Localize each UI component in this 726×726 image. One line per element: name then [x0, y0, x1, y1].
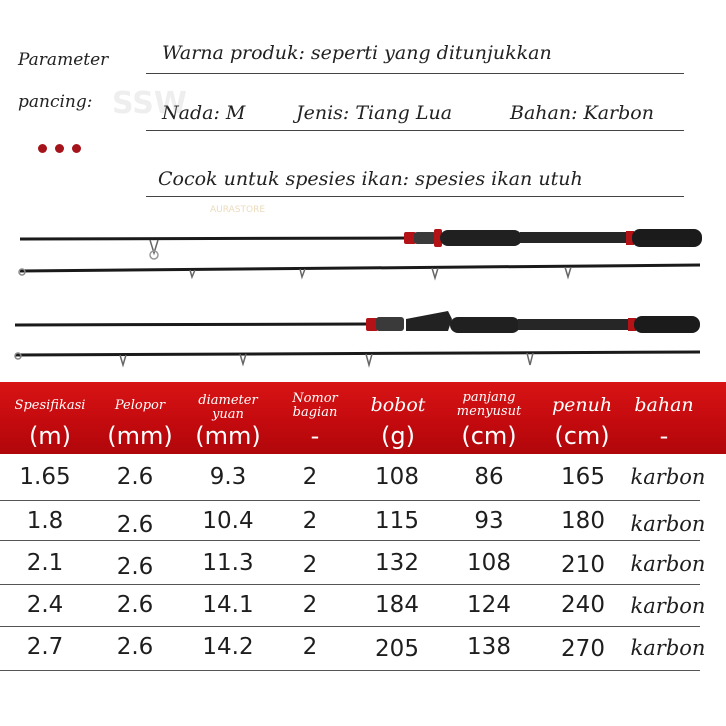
cell-bobot: 184	[375, 592, 419, 618]
row-divider	[0, 626, 700, 627]
header-label: diameter yuan	[198, 393, 258, 422]
cell-bobot: 108	[375, 464, 419, 490]
table-row	[0, 544, 726, 588]
cell-pelopor: 2.6	[116, 634, 154, 660]
cell-diameter: 9.3	[209, 464, 247, 490]
cell-bobot: 205	[375, 636, 419, 662]
divider-line	[146, 196, 684, 197]
header-penuh	[542, 382, 622, 454]
cell-nomor: 2	[302, 508, 318, 534]
header-label: bahan	[634, 394, 694, 416]
cell-menyusut: 138	[467, 634, 511, 660]
fishing-rods-image	[0, 215, 726, 375]
header-spesifikasi	[4, 382, 96, 454]
cell-spec: 1.65	[19, 464, 71, 490]
cell-spec: 2.4	[26, 592, 64, 618]
product-color-line: Warna produk: seperti yang ditunjukkan	[162, 42, 552, 64]
divider-line	[146, 130, 684, 131]
table-row	[0, 628, 726, 672]
header-unit: (m)	[28, 422, 72, 450]
cell-bahan: karbon	[630, 465, 706, 489]
watermark-brand: SSW	[112, 86, 187, 121]
dot-icon	[55, 144, 64, 153]
cell-nomor: 2	[302, 592, 318, 618]
dot-icon	[72, 144, 81, 153]
table-row	[0, 586, 726, 630]
cell-pelopor: 2.6	[116, 464, 154, 490]
divider-line	[146, 73, 684, 74]
dot-icon	[38, 144, 47, 153]
type-text: Jenis: Tiang Lua	[296, 102, 453, 124]
header-label: panjang menyusut	[456, 390, 522, 419]
watermark-store: AURASTORE	[210, 205, 266, 215]
cell-nomor: 2	[302, 634, 318, 660]
header-diameter	[188, 382, 268, 454]
cell-bahan: karbon	[630, 636, 706, 660]
header-unit: (mm)	[107, 422, 173, 450]
header-label: Spesifikasi	[14, 398, 86, 413]
header-label: bobot	[370, 394, 426, 416]
rod-spinning-icon	[19, 229, 702, 278]
material-text: Bahan: Karbon	[510, 102, 654, 124]
row-divider	[0, 500, 700, 501]
cell-penuh: 270	[561, 636, 605, 662]
header-unit: (cm)	[461, 422, 517, 450]
header-panjang-menyusut	[446, 382, 532, 454]
cell-nomor: 2	[302, 552, 318, 578]
header-unit: (g)	[381, 422, 415, 450]
header-pelopor	[96, 382, 184, 454]
cell-nomor: 2	[302, 464, 318, 490]
cell-bobot: 132	[375, 550, 419, 576]
cell-menyusut: 86	[474, 464, 504, 490]
cell-penuh: 180	[561, 508, 605, 534]
table-row	[0, 458, 726, 502]
header-unit: -	[310, 422, 320, 450]
decorative-dots	[38, 144, 81, 153]
cell-spec: 2.1	[26, 550, 64, 576]
cell-diameter: 14.1	[202, 592, 254, 618]
cell-bahan: karbon	[630, 512, 706, 536]
parameter-label-2: pancing:	[18, 92, 93, 112]
header-unit: (mm)	[195, 422, 261, 450]
cell-penuh: 165	[561, 464, 605, 490]
cell-diameter: 14.2	[202, 634, 254, 660]
cell-diameter: 10.4	[202, 508, 254, 534]
cell-spec: 1.8	[26, 508, 64, 534]
cell-menyusut: 108	[467, 550, 511, 576]
cell-pelopor: 2.6	[116, 512, 154, 538]
row-divider	[0, 584, 700, 585]
header-bobot	[358, 382, 438, 454]
parameter-label: Parameter	[18, 50, 109, 70]
row-divider	[0, 670, 700, 671]
cell-diameter: 11.3	[202, 550, 254, 576]
cell-penuh: 240	[561, 592, 605, 618]
cell-pelopor: 2.6	[116, 554, 154, 580]
header-unit: -	[659, 422, 669, 450]
cell-spec: 2.7	[26, 634, 64, 660]
cell-menyusut: 93	[474, 508, 504, 534]
cell-penuh: 210	[561, 552, 605, 578]
cell-pelopor: 2.6	[116, 592, 154, 618]
header-label: Pelopor	[114, 398, 166, 413]
tone-text: Nada: M	[162, 102, 246, 124]
row-divider	[0, 540, 700, 541]
header-label: penuh	[551, 394, 613, 416]
rod-casting-icon	[15, 311, 700, 365]
header-bahan	[624, 382, 704, 454]
cell-bahan: karbon	[630, 552, 706, 576]
header-nomor-bagian	[282, 382, 348, 454]
table-header	[0, 382, 726, 454]
table-row	[0, 502, 726, 546]
cell-bobot: 115	[375, 508, 419, 534]
cell-menyusut: 124	[467, 592, 511, 618]
header-label: Nomor bagian	[292, 391, 338, 420]
species-line: Cocok untuk spesies ikan: spesies ikan utuh	[158, 168, 583, 190]
cell-bahan: karbon	[630, 594, 706, 618]
header-unit: (cm)	[554, 422, 610, 450]
